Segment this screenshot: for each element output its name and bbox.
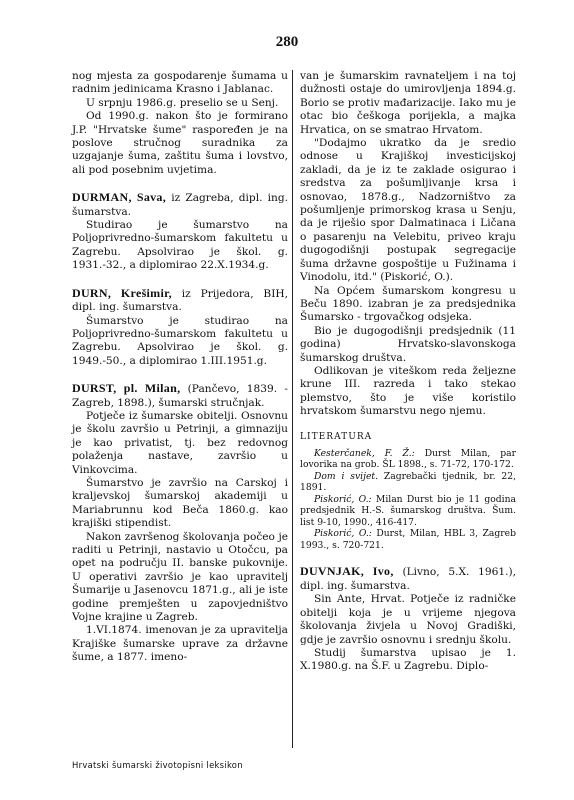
right-column <box>300 70 516 674</box>
entry-paragraph: Šumarstvo je završio na Carskoj i kraljevskoj šumarskoj akademiji u Mariabrunnu kod Beča 1860.g. kao krajiški stipendist. <box>72 476 288 530</box>
entry-intro: (Pančevo, 1839. - Zagreb, 1898.), šumarski stručnjak. <box>72 383 288 409</box>
literature-text: Durst Milan, par lovorika na grob. ŠL 1898., s. 71-72, 170-172. <box>300 447 516 471</box>
entry-name: DURN, Krešimir, <box>72 285 172 300</box>
entry-intro: (Livno, 5.X. 1961.), dipl. ing. šumarstva. <box>300 566 516 592</box>
page-number: 280 <box>275 34 299 50</box>
literature-heading: LITERATURA <box>300 431 373 442</box>
entry-durst <box>72 382 288 665</box>
entry-name: DUVNJAK, Ivo, <box>300 564 394 579</box>
literature-item <box>300 448 516 471</box>
entry-paragraph: Studirao je šumarstvo na Poljoprivredno-šumarskom fakultetu u Zagrebu. Apsolvirao je škol. g. 1931.-32., a diplomirao 22.X.1934.g. <box>72 219 288 272</box>
continuation-paragraph: U srpnju 1986.g. preselio se u Senj. <box>86 96 279 109</box>
entry-paragraph: Potječe iz šumarske obitelji. Osnovnu je školu završio u Petrinji, a gimnaziju je kao privatist, tj. bez redovnog polaženja nastave, završio u Vinkovcima. <box>72 409 288 476</box>
continuation-paragraph: nog mjesta za gospodarenje šumama u radnim jedinicama Krasno i Jablanac. <box>72 70 288 96</box>
continuation-paragraph: Od 1990.g. nakon što je formirano J.P. "Hrvatske šume" raspoređen je na poslove stručnog suradnika za uzgajanje šuma, zaštitu šuma i lovstvo, ali pod posebnim uvjetima. <box>72 110 288 176</box>
entry-name: DURST, pl. Milan, <box>72 381 181 396</box>
continuation-paragraph: Odlikovan je viteškom reda željezne krune III. razreda i tako stekao plemstvo, što je više koristilo hrvatskom šumarstvu nego njemu. <box>300 364 516 418</box>
literature-item <box>300 528 516 551</box>
literature-text: Durst, Milan, HBL 3, Zagreb 1993., s. 720-721. <box>300 528 517 551</box>
literature-author: Piskorić, O.: <box>314 528 372 540</box>
literature-text: Milan Durst bio je 11 godina predsjednik H.-S. šumarskog društva. Šum. list 9-10, 1990., 416-417. <box>300 493 516 528</box>
entry-paragraph: Sin Ante, Hrvat. Potječe iz radničke obitelji koja je u vrijeme njegova školovanja živjela u Novoj Gradiški, gdje je završio osnovnu i srednju školu. <box>300 593 516 646</box>
entry-duvnjak <box>300 565 516 673</box>
literature-text: Zagrebački tjednik, br. 22, 1891. <box>300 470 516 494</box>
continuation-paragraph: Na Općem šumarskom kongresu u Beču 1890. izabran je za predsjednika Šumarsko - trgovačkog odsjeka. <box>300 284 516 324</box>
continuation-paragraph: van je šumarskim ravnateljem i na toj dužnosti ostaje do umirovljenja 1894.g. Borio se protiv mađarizacije. Iako mu je otac bio češkoga porijekla, a majka Hrvatica, on se smatrao Hrvatom. <box>300 70 516 136</box>
entry-intro: iz Prijedora, BIH, dipl. ing. šumarstva. <box>72 287 289 314</box>
continuation-paragraph: Bio je dugogodišnji predsjednik (11 godina) Hrvatsko-slavonskoga šumarskog društva. <box>300 324 516 364</box>
entry-paragraph: 1.VI.1874. imenovan je za upravitelja Krajiške šumarske uprave za državne šume, a 1877. imeno- <box>72 624 288 664</box>
literature-item <box>300 494 516 529</box>
quote-paragraph: "Dodajmo ukratko da je sredio odnose u Krajiškoj investicijskoj zakladi, da je iz te zaklade osigurao i sredstva za pošumljivanje krsa i osnovao, 1878.g., Nadzorništvo za pošumljenje primorskog krasa u Senju, da je riješio spor Dalmatinaca i Ličana o pasarenju na Velebitu, priveo kraju dugogodišnji postupak segregacije šuma državne gospoštije u Fužinama i Vinodolu, itd." (Piskorić, O.). <box>300 137 516 284</box>
entry-paragraph: Šumarstvo je studirao na Poljoprivredno-šumarskom fakultetu u Zagrebu. Apsolvirao je škol. g. 1949.-50., a diplomirao 1.III.1951.g. <box>72 314 288 367</box>
column-divider <box>292 70 293 748</box>
literature-item <box>300 471 516 494</box>
entry-durman <box>72 191 288 272</box>
literature-author: Dom i svijet. <box>314 470 378 482</box>
footer-title: Hrvatski šumarski životopisni leksikon <box>72 760 243 770</box>
entry-intro: iz Zagreba, dipl. ing. šumarstva. <box>72 192 288 218</box>
entry-durn <box>72 287 288 368</box>
entry-paragraph: Studij šumarstva upisao je 1. X.1980.g. na Š.F. u Zagrebu. Diplo- <box>300 646 516 673</box>
entry-name: DURMAN, Sava, <box>72 190 167 205</box>
literature-author: Kesterčanek, F. Ž.: <box>314 447 415 459</box>
entry-paragraph: Nakon završenog školovanja počeo je raditi u Petrinji, nastavio u Otočcu, pa opet na području II. banske pukovnije. U operativi završio je kao upravitelj Šumarije u Jasenovcu 1871.g., ali je iste godine premješten u zapovjedništvo Vojne krajine u Zagreb. <box>72 530 288 624</box>
literature-author: Piskorić, O.: <box>314 493 372 505</box>
left-column <box>72 70 288 665</box>
